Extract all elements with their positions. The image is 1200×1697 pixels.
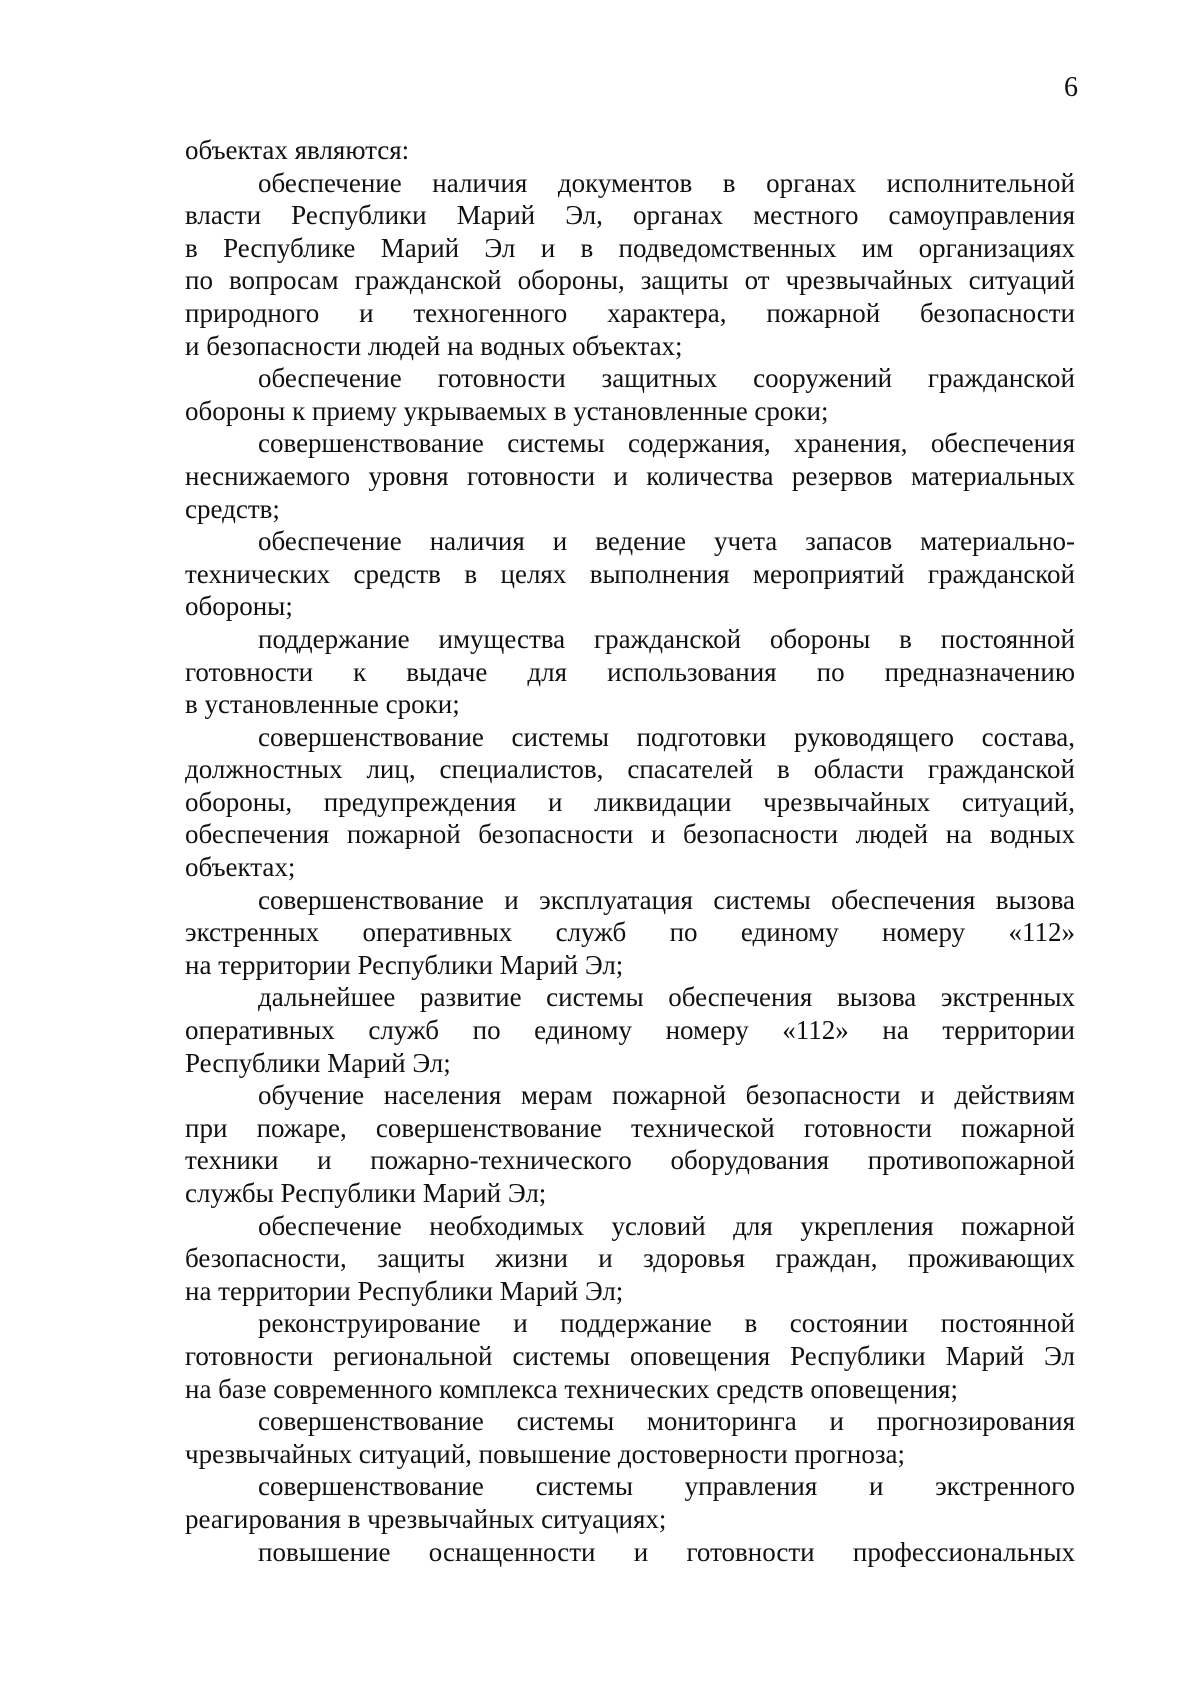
text-line: объектах; bbox=[185, 852, 296, 883]
text-line: на территории Республики Марий Эл; bbox=[185, 1275, 624, 1306]
text-line: поддержание имущества гражданской обороны в постоянной bbox=[258, 623, 1075, 654]
body-text bbox=[185, 134, 1075, 1568]
text-line: должностных лиц, специалистов, спасателей в области гражданской bbox=[185, 754, 1075, 785]
text-line: дальнейшее развитие системы обеспечения вызова экстренных bbox=[258, 982, 1075, 1013]
text-line: обеспечение наличия и ведение учета запасов материально- bbox=[258, 526, 1075, 557]
text-line: неснижаемого уровня готовности и количества резервов материальных bbox=[185, 460, 1075, 491]
text-line: обеспечения пожарной безопасности и безопасности людей на водных bbox=[185, 819, 1075, 850]
text-line: чрезвычайных ситуаций, повышение достоверности прогноза; bbox=[185, 1438, 906, 1469]
text-line: совершенствование системы мониторинга и прогнозирования bbox=[258, 1406, 1075, 1437]
text-line: повышение оснащенности и готовности профессиональных bbox=[258, 1536, 1075, 1567]
text-line: обучение населения мерам пожарной безопасности и действиям bbox=[258, 1080, 1075, 1111]
text-line: реконструирование и поддержание в состоянии постоянной bbox=[258, 1308, 1075, 1339]
text-line: в Республике Марий Эл и в подведомственных им организациях bbox=[185, 232, 1075, 263]
text-line: технических средств в целях выполнения мероприятий гражданской bbox=[185, 558, 1075, 589]
text-line: объектах являются: bbox=[185, 135, 410, 165]
text-line: при пожаре, совершенствование технической готовности пожарной bbox=[185, 1112, 1075, 1143]
text-line: готовности к выдаче для использования по предназначению bbox=[185, 656, 1075, 687]
text-line: природного и техногенного характера, пожарной безопасности bbox=[185, 297, 1075, 328]
text-line: обороны к приему укрываемых в установленные сроки; bbox=[185, 395, 829, 426]
text-line: обороны, предупреждения и ликвидации чрезвычайных ситуаций, bbox=[185, 786, 1075, 817]
text-line: совершенствование системы содержания, хранения, обеспечения bbox=[258, 428, 1075, 459]
text-line: Республики Марий Эл; bbox=[185, 1047, 451, 1078]
text-line: обороны; bbox=[185, 591, 293, 622]
text-line: средств; bbox=[185, 493, 280, 524]
text-line: совершенствование системы управления и экстренного bbox=[258, 1471, 1075, 1502]
text-line: службы Республики Марий Эл; bbox=[185, 1178, 547, 1208]
text-line: оперативных служб по единому номеру «112» на территории bbox=[185, 1015, 1075, 1046]
text-line: техники и пожарно-технического оборудования противопожарной bbox=[185, 1145, 1075, 1176]
text-line: обеспечение необходимых условий для укрепления пожарной bbox=[258, 1210, 1075, 1241]
text-line: власти Республики Марий Эл, органах местного самоуправления bbox=[185, 200, 1075, 231]
text-line: совершенствование системы подготовки руководящего состава, bbox=[258, 721, 1075, 752]
text-line: по вопросам гражданской обороны, защиты от чрезвычайных ситуаций bbox=[185, 265, 1075, 296]
text-line: реагирования в чрезвычайных ситуациях; bbox=[185, 1503, 667, 1534]
text-line: обеспечение наличия документов в органах исполнительной bbox=[258, 167, 1075, 198]
page-number: 6 bbox=[1064, 72, 1078, 103]
text-line: в установленные сроки; bbox=[185, 689, 460, 720]
text-line: и безопасности людей на водных объектах; bbox=[185, 330, 683, 361]
text-line: безопасности, защиты жизни и здоровья граждан, проживающих bbox=[185, 1243, 1075, 1274]
text-line: на базе современного комплекса технических средств оповещения; bbox=[185, 1373, 958, 1404]
text-line: готовности региональной системы оповещения Республики Марий Эл bbox=[185, 1340, 1075, 1371]
text-line: совершенствование и эксплуатация системы обеспечения вызова bbox=[258, 884, 1075, 915]
text-line: обеспечение готовности защитных сооружений гражданской bbox=[258, 363, 1075, 394]
text-line: на территории Республики Марий Эл; bbox=[185, 949, 624, 980]
text-line: экстренных оперативных служб по единому номеру «112» bbox=[185, 917, 1075, 948]
